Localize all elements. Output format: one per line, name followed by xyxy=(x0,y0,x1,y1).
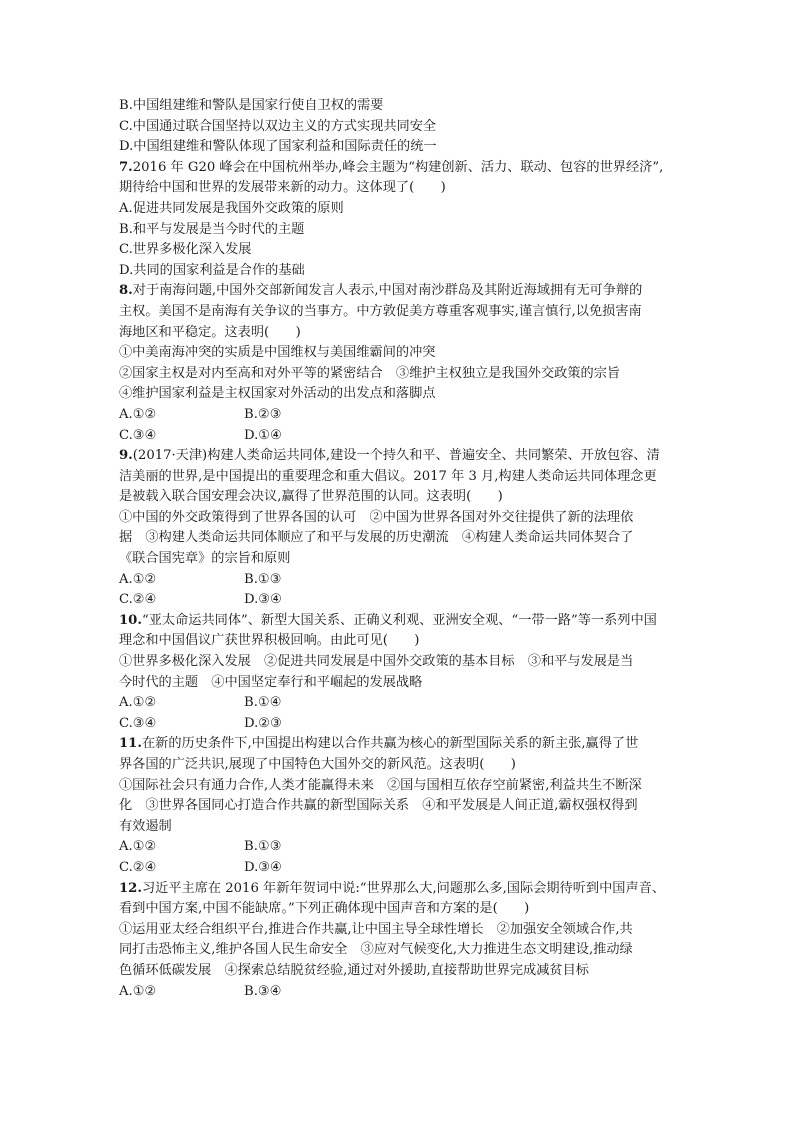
q10-option-row xyxy=(119,693,679,714)
q8-option-row xyxy=(119,405,679,426)
q7-option-d: D.共同的国家利益是合作的基础 xyxy=(119,262,305,278)
q10-item-line: ①世界多极化深入发展 ②促进共同发展是中国外交政策的基本目标 ③和平与发展是当 xyxy=(119,654,634,670)
q11-option-a: A.①② xyxy=(119,839,157,855)
q7-option-c: C.世界多极化深入发展 xyxy=(119,242,252,258)
q12-option-row xyxy=(119,982,679,1003)
q10-option-row xyxy=(119,714,679,735)
q8-option-b: B.②③ xyxy=(244,406,282,422)
q8-option-a: A.①② xyxy=(119,406,157,422)
q10-option-b: B.①④ xyxy=(244,695,282,711)
q11-option-d: D.③④ xyxy=(244,859,282,875)
q9-option-b: B.①③ xyxy=(244,571,282,587)
q11-option-b: B.①③ xyxy=(244,839,282,855)
q11-option-row xyxy=(119,837,679,858)
q12-option-b: B.③④ xyxy=(244,983,282,999)
q11-option-c: C.②④ xyxy=(119,859,157,875)
q9-stem-line: 是被载入联合国安理会决议,赢得了世界范围的认同。这表明( ) xyxy=(119,489,503,505)
question-12 xyxy=(119,879,679,1003)
question-10 xyxy=(119,611,679,735)
q9-source: (2017·天津) xyxy=(132,448,208,464)
q11-stem-line: 界各国的广泛共识,展现了中国特色大国外交的新风范。这表明( ) xyxy=(119,757,516,772)
q10-stem-line: 理念和中国倡议广获世界积极回响。由此可见( ) xyxy=(119,633,420,649)
q9-option-row xyxy=(119,570,679,591)
q8-option-c: C.③④ xyxy=(119,427,157,443)
q6-option-b: B.中国组建维和警队是国家行使自卫权的需要 xyxy=(119,98,384,113)
question-8 xyxy=(119,281,679,446)
q10-option-c: C.③④ xyxy=(119,715,157,731)
q11-item-line: 化 ③世界各国同心打造合作共赢的新型国际关系 ④和平发展是人间正道,霸权强权得到 xyxy=(119,798,638,814)
q12-item-line: 色循环低碳发展 ④探索总结脱贫经验,通过对外援助,直接帮助世界完成减贫目标 xyxy=(119,962,589,978)
q7-option-a: A.促进共同发展是我国外交政策的原则 xyxy=(119,200,344,216)
question-11 xyxy=(119,734,679,878)
q8-number: 8. xyxy=(119,283,133,299)
q8-item-line: ②国家主权是对内至高和对外平等的紧密结合 ③维护主权独立是我国外交政策的宗旨 xyxy=(119,365,621,381)
q8-stem-line: 海地区和平稳定。这表明( ) xyxy=(119,324,301,340)
q8-option-d: D.①④ xyxy=(244,427,282,443)
q8-stem-line: 主权。美国不是南海有关争议的当事方。中方敦促美方尊重客观事实,谨言慎行,以免损害南 xyxy=(119,303,642,319)
q9-option-a: A.①② xyxy=(119,571,157,587)
q9-item-line: 据 ③构建人类命运共同体顺应了和平与发展的历史潮流 ④构建人类命运共同体契合了 xyxy=(119,530,634,546)
q10-item-line: 今时代的主题 ④中国坚定奉行和平崛起的发展战略 xyxy=(119,674,423,690)
q12-number: 12. xyxy=(119,880,142,896)
question-7 xyxy=(119,158,679,282)
q10-number: 10. xyxy=(119,612,142,628)
q11-stem-line: 11.在新的历史条件下,中国提出构建以合作共赢为核心的新型国际关系的新主张,赢得了世 xyxy=(119,736,639,752)
q6-options xyxy=(119,96,679,158)
q6-option-d: D.中国组建维和警队体现了国家利益和国际责任的统一 xyxy=(119,139,437,155)
q11-number: 11. xyxy=(119,736,142,752)
q6-option-c: C.中国通过联合国坚持以双边主义的方式实现共同安全 xyxy=(119,118,437,134)
q12-stem-line: 看到中国方案,中国不能缺席。”下列正确体现中国声音和方案的是( ) xyxy=(119,901,530,917)
q9-option-row xyxy=(119,590,679,611)
q7-stem-line: 期待给中国和世界的发展带来新的动力。这体现了( ) xyxy=(119,180,446,196)
q8-option-row xyxy=(119,426,679,447)
q8-item-line: ④维护国家利益是主权国家对外活动的出发点和落脚点 xyxy=(119,386,436,402)
q9-number: 9. xyxy=(119,448,133,464)
q8-item-line: ①中美南海冲突的实质是中国维权与美国维霸间的冲突 xyxy=(119,345,436,361)
q9-option-d: D.③④ xyxy=(244,592,282,608)
q10-stem-line: 10.“亚太命运共同体”、新型大国关系、正确义利观、亚洲安全观、“一带一路”等一系列中国 xyxy=(119,612,657,628)
q10-option-d: D.②③ xyxy=(244,715,282,731)
q9-stem-line: 9.(2017·天津)构建人类命运共同体,建设一个持久和平、普遍安全、共同繁荣、开放包容、清 xyxy=(119,448,660,464)
q9-item-line: ①中国的外交政策得到了世界各国的认可 ②中国为世界各国对外交往提供了新的法理依 xyxy=(119,509,634,525)
q11-item-line: 有效遏制 xyxy=(119,818,172,834)
question-9 xyxy=(119,446,679,611)
q11-item-line: ①国际社会只有通力合作,人类才能赢得未来 ②国与国相互依存空前紧密,利益共生不断深 xyxy=(119,777,642,793)
q8-stem-line: 8.对于南海问题,中国外交部新闻发言人表示,中国对南沙群岛及其附近海域拥有无可争辩的 xyxy=(119,283,643,299)
q11-option-row xyxy=(119,858,679,879)
q7-option-b: B.和平与发展是当今时代的主题 xyxy=(119,221,305,237)
q10-option-a: A.①② xyxy=(119,695,157,711)
q7-stem-line: 7.2016 年 G20 峰会在中国杭州举办,峰会主题为“构建创新、活力、联动、包容的世界经济”, xyxy=(119,159,664,175)
q9-stem-line: 洁美丽的世界,是中国提出的重要理念和重大倡议。2017 年 3 月,构建人类命运共同体理念更 xyxy=(119,468,657,484)
q12-option-a: A.①② xyxy=(119,983,157,999)
q9-option-c: C.②④ xyxy=(119,592,157,608)
q12-item-line: 同打击恐怖主义,维护各国人民生命安全 ③应对气候变化,大力推进生态文明建设,推动绿 xyxy=(119,942,633,958)
exam-page xyxy=(119,96,679,1002)
q12-item-line: ①运用亚太经合组织平台,推进合作共赢,让中国主导全球性增长 ②加强安全领域合作,共 xyxy=(119,921,633,937)
q9-item-line: 《联合国宪章》的宗旨和原则 xyxy=(119,551,291,567)
q7-number: 7. xyxy=(119,159,133,175)
q12-stem-line: 12.习近平主席在 2016 年新年贺词中说:“世界那么大,问题那么多,国际会期待听到中国声音、 xyxy=(119,880,666,896)
